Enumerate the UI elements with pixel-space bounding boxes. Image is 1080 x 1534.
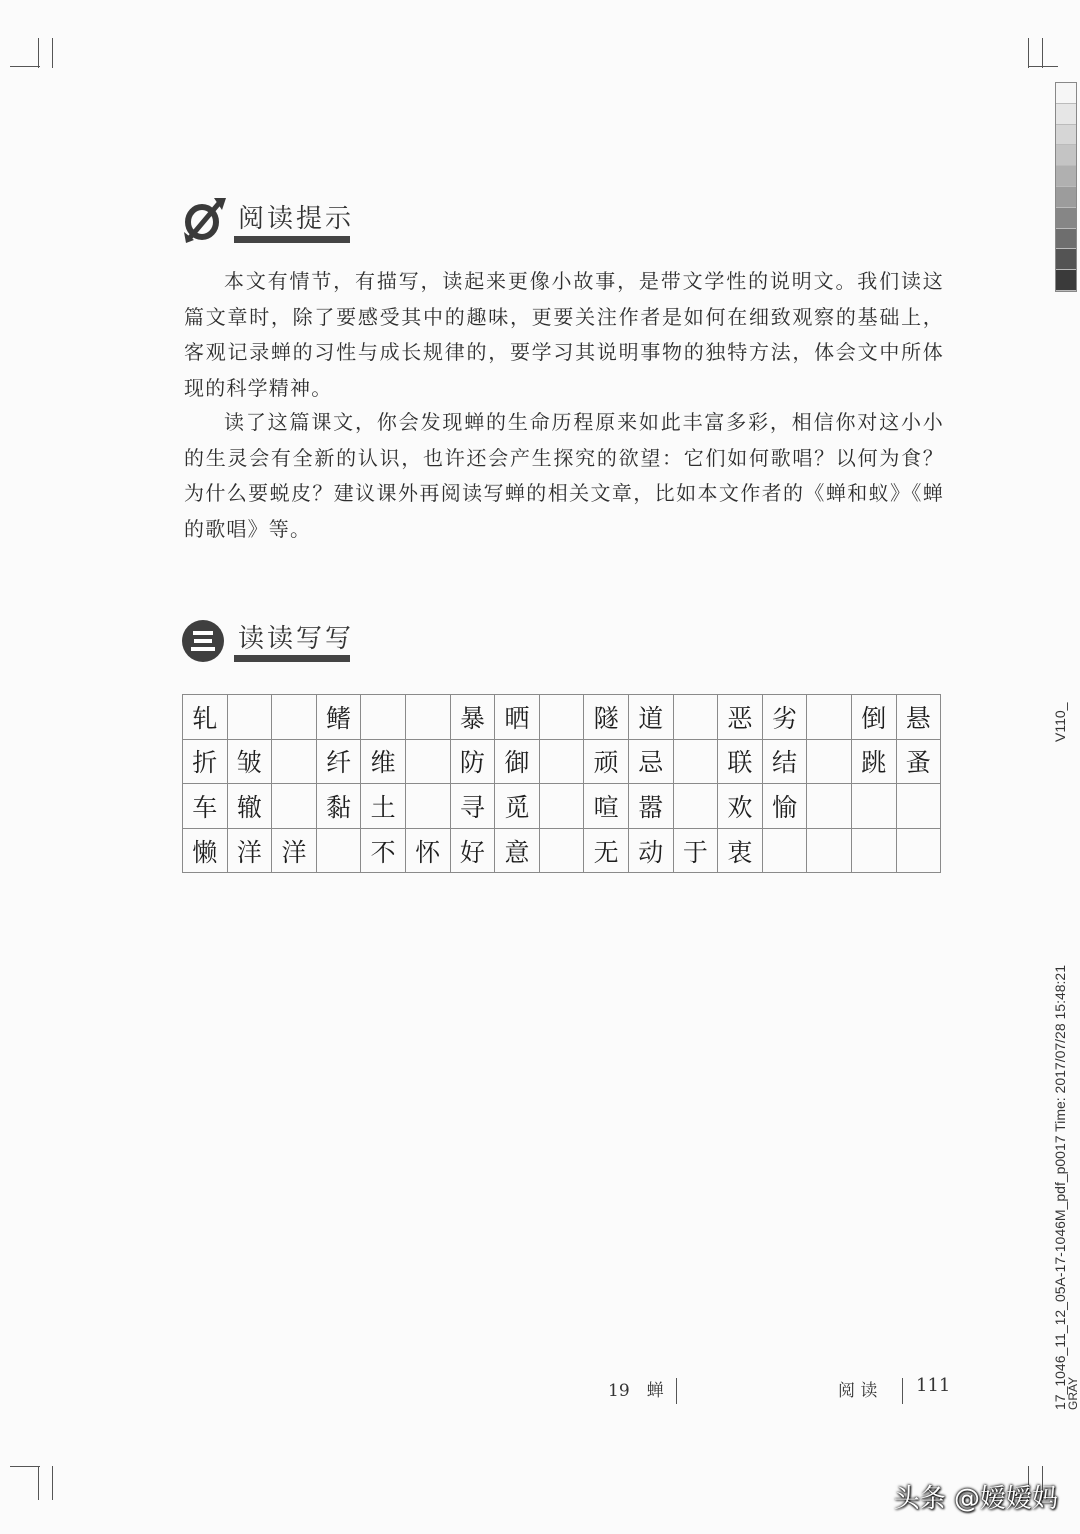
reading-tips-icon — [180, 196, 228, 244]
grid-cell — [227, 695, 272, 740]
grid-cell — [851, 828, 896, 873]
grid-cell: 懒 — [183, 828, 228, 873]
crop-mark — [52, 1466, 53, 1500]
print-info: 17_1046_11_12_05A-17-1046M_pdf_p0017 Time: 2017/07/28 15:48:21 — [1052, 964, 1068, 1410]
grid-cell: 觅 — [495, 784, 540, 829]
section-title: 阅读提示 — [238, 204, 355, 234]
grid-cell: 折 — [183, 739, 228, 784]
grid-cell — [807, 828, 852, 873]
grid-cell — [272, 695, 317, 740]
grid-row — [183, 695, 941, 740]
grid-cell: 动 — [628, 828, 673, 873]
grid-cell: 洋 — [272, 828, 317, 873]
grid-cell — [762, 828, 807, 873]
grid-cell: 轧 — [183, 695, 228, 740]
crop-mark — [10, 66, 40, 67]
crop-mark — [38, 38, 39, 68]
crop-mark — [1042, 38, 1043, 68]
crop-mark — [52, 38, 53, 68]
grid-cell: 车 — [183, 784, 228, 829]
grid-row — [183, 828, 941, 873]
grid-cell: 隧 — [584, 695, 629, 740]
grid-cell — [272, 739, 317, 784]
grid-cell — [539, 695, 584, 740]
grid-cell: 意 — [495, 828, 540, 873]
grid-cell — [896, 828, 941, 873]
grid-cell — [405, 739, 450, 784]
grid-cell — [361, 695, 406, 740]
grid-cell: 土 — [361, 784, 406, 829]
grid-cell: 鳍 — [316, 695, 361, 740]
grid-cell: 暴 — [450, 695, 495, 740]
grid-cell — [316, 828, 361, 873]
section-underline — [234, 655, 350, 662]
grid-cell: 喧 — [584, 784, 629, 829]
print-id-top: V110_ — [1052, 702, 1068, 742]
grid-cell: 纤 — [316, 739, 361, 784]
grid-cell: 嚣 — [628, 784, 673, 829]
grid-cell: 维 — [361, 739, 406, 784]
grid-row — [183, 739, 941, 784]
grid-cell: 欢 — [718, 784, 763, 829]
grid-cell — [673, 739, 718, 784]
page-number: 111 — [916, 1375, 951, 1396]
grid-cell — [851, 784, 896, 829]
grid-cell — [896, 784, 941, 829]
grid-cell: 洋 — [227, 828, 272, 873]
grid-cell: 于 — [673, 828, 718, 873]
grid-cell — [807, 695, 852, 740]
grid-cell — [673, 695, 718, 740]
crop-mark — [1028, 38, 1029, 68]
grid-cell: 黏 — [316, 784, 361, 829]
paragraph: 本文有情节，有描写，读起来更像小故事，是带文学性的说明文。我们读这篇文章时，除了要感受其中的趣味，更要关注作者是如何在细致观察的基础上，客观记录蝉的习性与成长规律的，要学习其说明事物的独特方法，体会文中所体现的科学精神。 — [184, 269, 944, 400]
grid-cell: 皱 — [227, 739, 272, 784]
grid-cell — [539, 784, 584, 829]
vocabulary-grid — [182, 694, 941, 873]
grid-cell: 顽 — [584, 739, 629, 784]
grid-cell: 跳 — [851, 739, 896, 784]
grid-cell — [539, 828, 584, 873]
grid-cell: 寻 — [450, 784, 495, 829]
grid-cell — [539, 739, 584, 784]
crop-mark — [1028, 66, 1058, 67]
grid-cell — [272, 784, 317, 829]
grid-cell: 悬 — [896, 695, 941, 740]
grid-cell — [673, 784, 718, 829]
footer-divider — [676, 1378, 677, 1404]
grid-cell: 衷 — [718, 828, 763, 873]
footer-unit: 阅 读 — [838, 1381, 878, 1401]
footer-lesson: 19 蝉 — [608, 1381, 664, 1401]
read-write-icon — [180, 618, 226, 664]
grid-cell: 忌 — [628, 739, 673, 784]
grid-cell: 愉 — [762, 784, 807, 829]
grid-cell: 联 — [718, 739, 763, 784]
footer-divider — [902, 1378, 903, 1404]
grid-cell: 无 — [584, 828, 629, 873]
grid-cell: 道 — [628, 695, 673, 740]
section-title: 读读写写 — [238, 624, 355, 654]
grid-cell: 怀 — [405, 828, 450, 873]
grid-cell: 结 — [762, 739, 807, 784]
grid-cell: 恶 — [718, 695, 763, 740]
paragraph: 读了这篇课文，你会发现蝉的生命历程原来如此丰富多彩，相信你对这小小的生灵会有全新的认识，也许还会产生探究的欲望：它们如何歌唱？以何为食？为什么要蜕皮？建议课外再阅读写蝉的相关文章，比如本文作者的《蝉和蚁》《蝉的歌唱》等。 — [184, 410, 944, 541]
watermark: 头条 @嫒嫒妈 — [893, 1484, 1058, 1514]
grid-cell: 御 — [495, 739, 540, 784]
grid-cell — [405, 695, 450, 740]
grayscale-calibration-bar — [1055, 82, 1077, 292]
grid-cell — [807, 784, 852, 829]
grid-cell: 好 — [450, 828, 495, 873]
grid-cell: 蚤 — [896, 739, 941, 784]
section-underline — [234, 236, 350, 243]
print-gray-label: GRAY — [1066, 1376, 1080, 1410]
grid-cell: 不 — [361, 828, 406, 873]
grid-cell: 倒 — [851, 695, 896, 740]
grid-cell: 晒 — [495, 695, 540, 740]
grid-cell: 劣 — [762, 695, 807, 740]
crop-mark — [10, 1466, 40, 1467]
grid-row — [183, 784, 941, 829]
grid-cell — [405, 784, 450, 829]
grid-cell: 辙 — [227, 784, 272, 829]
grid-cell — [807, 739, 852, 784]
grid-cell: 防 — [450, 739, 495, 784]
crop-mark — [38, 1466, 39, 1500]
